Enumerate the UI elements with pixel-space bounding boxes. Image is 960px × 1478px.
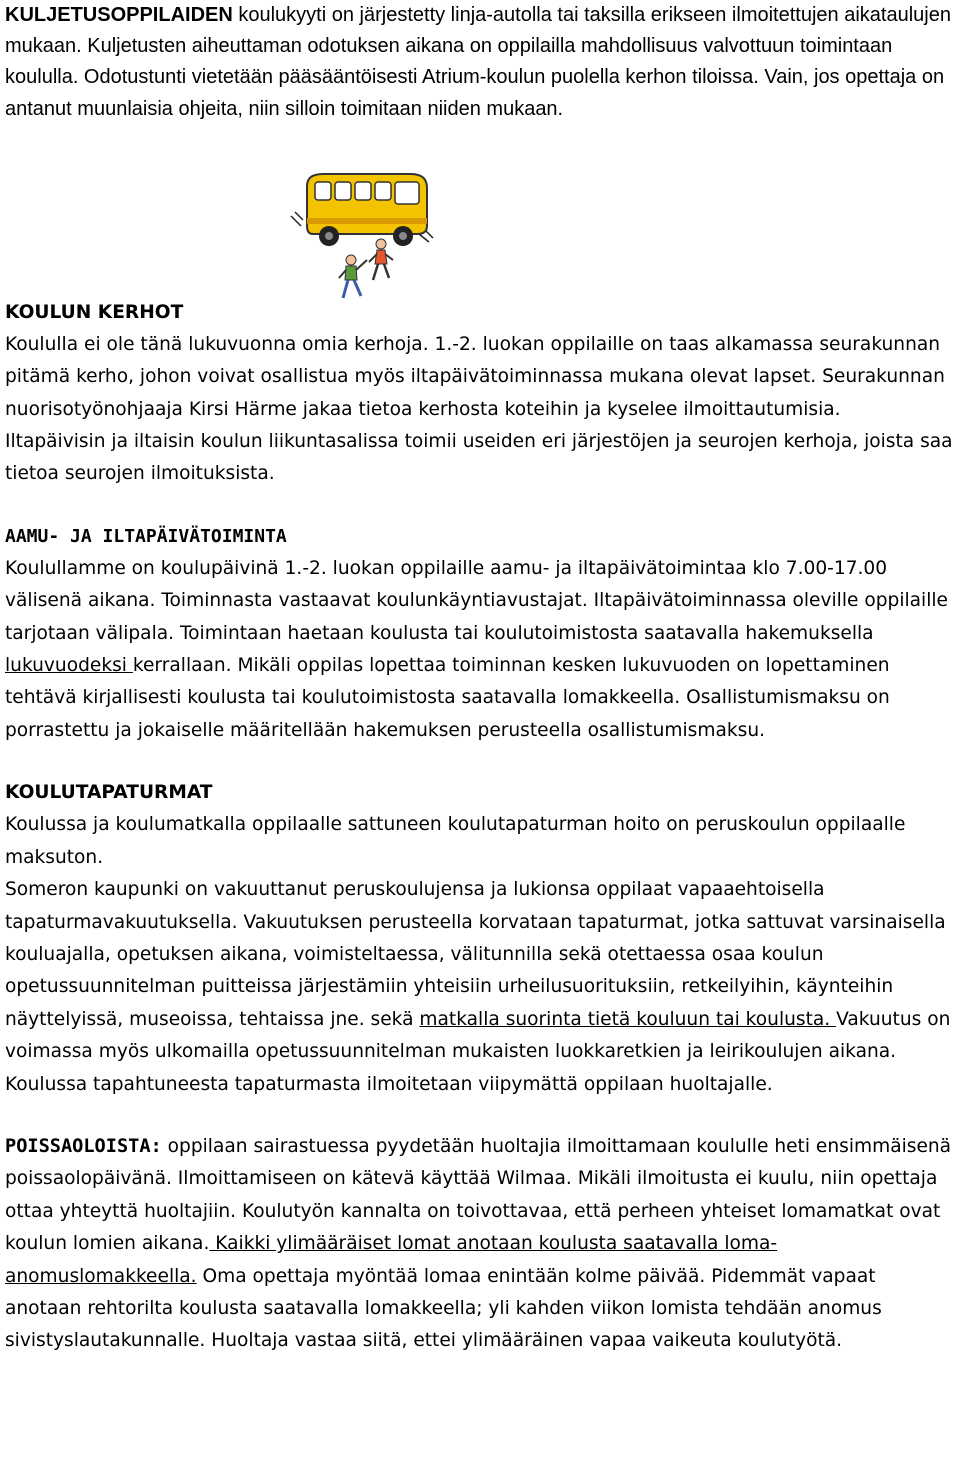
accidents-paragraph-1: Koulussa ja koulumatkalla oppilaalle sattuneen koulutapaturman hoito on peruskoulun oppilaalle maksuton. (5, 814, 906, 868)
after-school-text-2: kerrallaan. Mikäli oppilas lopettaa toiminnan kesken lukuvuoden on lopettaminen tehtävä kirjallisesti koulusta tai koulutoimistosta saatavalla lomakkeella. Osallistumismaksu on porrastettu ja jokaiselle määritellään hakemuksen perusteella osallistumismaksu. (5, 655, 890, 741)
accidents-paragraph-3: Koulussa tapahtuneesta tapaturmasta ilmoitetaan viipymättä oppilaan huoltajalle. (5, 1073, 773, 1095)
after-school-text-1: Koulullamme on koulupäivinä 1.-2. luokan oppilaille aamu- ja iltapäivätoimintaa klo 7.00-17.00 välisenä aikana. Toiminnasta vastaavat koulunkäyntiavustajat. Iltapäivätoiminnassa oleville oppilaille tarjotaan välipala. Toimintaan haetaan koulusta tai koulutoimistosta saatavalla hakemuksella (5, 557, 948, 644)
transport-label: KULJETUSOPPILAIDEN (5, 4, 233, 26)
absences-paragraph (5, 1131, 955, 1358)
transport-text: koulukyyti on järjestetty linja-autolla tai taksilla erikseen ilmoitettujen aikataulujen mukaan. Kuljetusten aiheuttaman odotuksen aikana on oppilailla mahdollisuus valvottuun toimintaan koululla. Odotustunti vietetään pääsääntöisesti Atrium-koulun puolella kerhon tiloissa. Vain, jos opettaja on antanut muunlaisia ohjeita, niin silloin toimitaan niiden mukaan. (5, 4, 951, 120)
accidents-text-1: Someron kaupunki on vakuuttanut peruskoulujensa ja lukionsa oppilaat vapaaehtoisella tapaturmavakuutuksella. Vakuutuksen perusteella korvataan tapaturmat, jotka sattuvat varsinaisella kouluajalla, opetuksen aikana, voimisteltaessa, välitunnilla sekä otettaessa osaa koulun opetussuunnitelman puitteissa järjestämiin yhteisiin urheilusuorituksiin, retkeilyihin, käynteihin näyttelyissä, museoissa, tehtaissa jne. sekä (5, 879, 946, 1030)
after-school-paragraph (5, 553, 955, 747)
school-bus-icon (283, 168, 443, 308)
absences-underlined: Kaikki ylimääräiset lomat anotaan koulusta saatavalla loma-anomuslomakkeella. (5, 1233, 778, 1287)
absences-text-1: oppilaan sairastuessa pyydetään huoltajia ilmoittamaan koululle heti ensimmäisenä poissaolopäivänä. Ilmoittamiseen on kätevä käyttää Wilmaa. Mikäli ilmoitusta ei kuulu, niin opettaja ottaa yhteyttä huoltajiin. Koulutyön kannalta on toivottavaa, että perheen yhteiset lomamatkat ovat koulun lomien aikana. (5, 1135, 952, 1255)
absences-text-2: Oma opettaja myöntää lomaa enintään kolme päivää. Pidemmät vapaat anotaan rehtorilta koulusta saatavalla lomakkeella; yli kahden viikon lomista tehdään anomus sivistyslautakunnalle. Huoltaja vastaa siitä, ettei ylimääräinen vapaa vaikeuta koulutyötä. (5, 1265, 882, 1352)
accidents-paragraph-2 (5, 874, 955, 1068)
document-page (5, 0, 955, 1358)
after-school-underlined: lukuvuodeksi (5, 655, 133, 677)
accidents-heading: KOULUTAPATURMAT (5, 782, 213, 804)
transport-paragraph (5, 0, 955, 125)
illustration-spacer (5, 125, 955, 295)
accidents-text-2: Vakuutus on voimassa myös ulkomailla opetussuunnitelman mukaisten luokkaretkien ja leirikoulujen aikana. (5, 1008, 951, 1063)
absences-label: POISSAOLOISTA: (5, 1135, 162, 1157)
accidents-underlined: matkalla suorinta tietä kouluun tai koulusta. (419, 1008, 837, 1030)
clubs-heading: KOULUN KERHOT (5, 301, 184, 323)
clubs-paragraph-1: Koululla ei ole tänä lukuvuonna omia kerhoja. 1.-2. luokan oppilaille on taas alkamassa seurakunnan pitämä kerho, johon voivat osallistua myös iltapäivätoiminnassa mukana olevat lapset. Seurakunnan nuorisotyönohjaaja Kirsi Härme jakaa tietoa kerhosta koteihin ja kyselee ilmoittautumisia. (5, 333, 945, 420)
clubs-paragraph-2: Iltapäivisin ja iltaisin koulun liikuntasalissa toimii useiden eri järjestöjen ja seurojen kerhoja, joista saa tietoa seurojen ilmoituksista. (5, 431, 953, 485)
after-school-heading: AAMU- JA ILTAPÄIVÄTOIMINTA (5, 525, 287, 547)
